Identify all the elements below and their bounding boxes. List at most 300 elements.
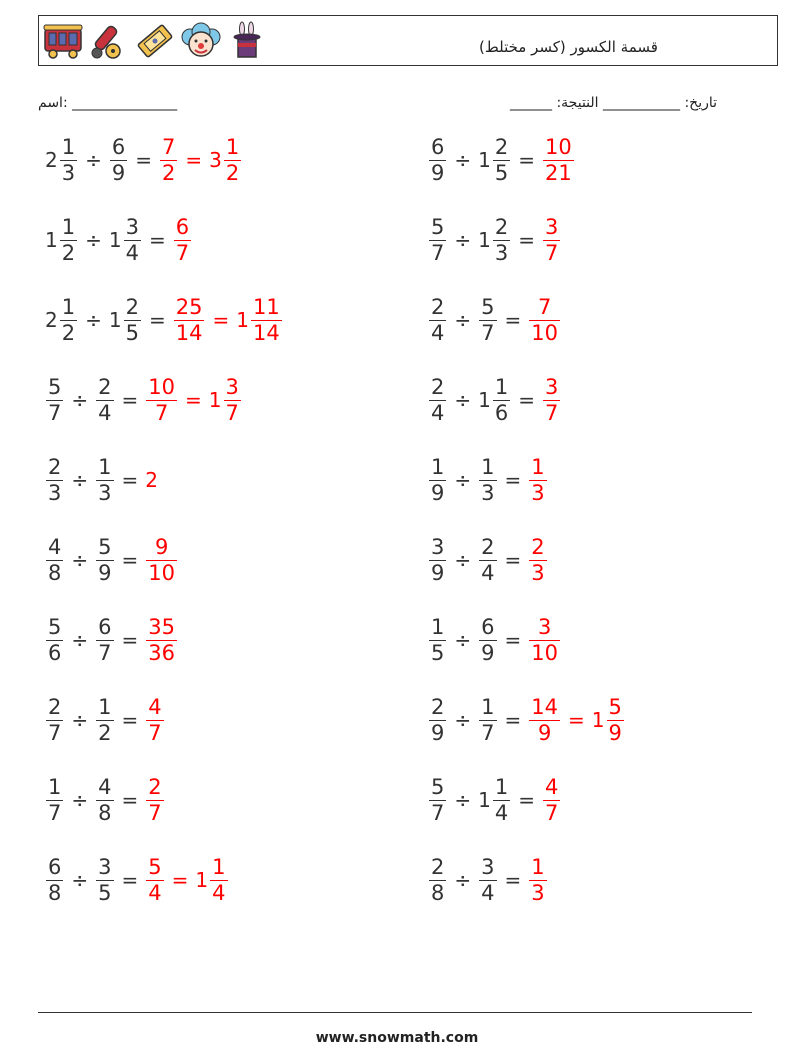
mixed-answer-fraction: [224, 134, 241, 185]
answer-denominator: 10: [531, 320, 559, 345]
problem-item: [428, 450, 548, 510]
answer-fraction: [543, 774, 560, 825]
mixed-answer-fraction: [251, 294, 282, 345]
divisor-fraction: [124, 214, 141, 265]
divide-sign: ÷: [454, 148, 472, 172]
dividend-numerator: 4: [48, 534, 62, 559]
problem-item: [45, 770, 165, 830]
answer: [145, 534, 178, 585]
divisor-numerator: 1: [481, 694, 495, 719]
mixed-answer-numerator: 5: [608, 694, 622, 719]
answer-denominator: 9: [537, 720, 552, 745]
dividend-fraction: [46, 614, 63, 665]
divisor-numerator: 2: [494, 134, 509, 159]
problem-item: [45, 850, 229, 910]
divisor-denominator: 6: [494, 400, 509, 425]
divide-sign: ÷: [454, 548, 472, 572]
answer-numerator: 6: [175, 214, 190, 239]
clown-icon: [181, 21, 221, 61]
problem-item: [428, 770, 561, 830]
mixed-answer-denominator: 4: [212, 880, 226, 905]
dividend-fraction: [429, 854, 446, 905]
divide-sign: ÷: [454, 468, 472, 492]
divisor-whole: 1: [108, 228, 122, 252]
answer-fraction: [146, 774, 163, 825]
divisor-fraction: [479, 534, 496, 585]
equals-sign: =: [518, 148, 536, 172]
equals-sign: =: [504, 628, 522, 652]
dividend-numerator: 6: [431, 134, 445, 159]
divisor-numerator: 2: [125, 294, 139, 319]
problem-item: [428, 690, 625, 750]
dividend-fraction: [429, 694, 446, 745]
answer-numerator: 2: [531, 534, 545, 559]
answer: [145, 468, 159, 492]
answer-denominator: 21: [545, 160, 572, 185]
cannon-icon: [89, 21, 129, 61]
equals-sign: =: [148, 228, 166, 252]
problem-item: [428, 290, 561, 350]
mixed-answer-whole: 1: [208, 388, 222, 412]
answer: [145, 374, 242, 425]
answer: [528, 534, 547, 585]
answer: [159, 134, 242, 185]
divisor-numerator: 5: [481, 294, 495, 319]
equals-sign: =: [148, 308, 166, 332]
dividend-numerator: 1: [61, 134, 76, 159]
divisor-denominator: 5: [494, 160, 509, 185]
problem-item: [428, 130, 575, 190]
answer-whole: 2: [145, 468, 159, 492]
answer-fraction: [146, 694, 163, 745]
answer-numerator: 14: [531, 694, 559, 719]
answer-numerator: 3: [545, 214, 559, 239]
divisor-denominator: 3: [494, 240, 509, 265]
answer-fraction: [529, 534, 546, 585]
divisor-numerator: 6: [481, 614, 495, 639]
dividend-fraction: [60, 214, 77, 265]
dividend-denominator: 7: [48, 800, 62, 825]
footer-divider: [38, 1012, 752, 1013]
answer-denominator: 10: [148, 560, 176, 585]
equals-sign: =: [504, 708, 522, 732]
dividend-numerator: 2: [431, 374, 445, 399]
divisor-fraction: [96, 854, 113, 905]
dividend-numerator: 1: [48, 774, 62, 799]
divisor-whole: 1: [478, 228, 491, 252]
divisor-whole: 1: [478, 788, 491, 812]
answer-equals-sign: =: [171, 868, 189, 892]
answer-fraction: [529, 854, 546, 905]
dividend-fraction: [429, 134, 446, 185]
divisor-fraction: [493, 214, 510, 265]
answer-numerator: 2: [148, 774, 162, 799]
answer-fraction: [529, 454, 546, 505]
answer-denominator: 7: [175, 240, 190, 265]
dividend-numerator: 1: [431, 614, 445, 639]
dividend-denominator: 4: [431, 320, 445, 345]
name-field-label: اسم: _______________: [38, 95, 178, 111]
answer-numerator: 5: [148, 854, 162, 879]
divisor-fraction: [493, 774, 510, 825]
dividend-denominator: 8: [431, 880, 445, 905]
divisor-fraction: [479, 694, 496, 745]
dividend-fraction: [60, 134, 77, 185]
dividend-denominator: 7: [48, 400, 62, 425]
dividend-denominator: 3: [48, 480, 62, 505]
dividend-numerator: 2: [48, 694, 62, 719]
divisor-fraction: [124, 294, 141, 345]
magic-hat-icon: [227, 21, 267, 61]
footer-url: www.snowmath.com: [315, 1030, 479, 1046]
divisor-fraction: [479, 614, 496, 665]
problem-item: [45, 210, 192, 270]
answer-equals-sign: =: [185, 388, 202, 412]
answer: [145, 694, 164, 745]
answer-fraction: [529, 614, 560, 665]
dividend-fraction: [46, 774, 63, 825]
dividend-numerator: 5: [48, 614, 62, 639]
divisor-denominator: 9: [111, 160, 126, 185]
divisor-whole: 1: [478, 148, 491, 172]
problem-item: [428, 850, 548, 910]
equals-sign: =: [121, 628, 139, 652]
date-score-label: ______ :تاريخ: ___________ النتيجة: [510, 95, 718, 111]
dividend-fraction: [46, 534, 63, 585]
mixed-answer-denominator: 14: [252, 320, 280, 345]
dividend-numerator: 2: [48, 454, 62, 479]
ticket-icon: [135, 21, 175, 61]
mixed-answer-whole: 3: [209, 148, 222, 172]
dividend-numerator: 2: [431, 694, 445, 719]
divisor-whole: 1: [108, 308, 122, 332]
problem-item: [45, 690, 165, 750]
answer: [145, 854, 228, 905]
dividend-numerator: 2: [431, 294, 445, 319]
answer-fraction: [174, 214, 191, 265]
answer-fraction: [543, 214, 560, 265]
dividend-whole: 1: [45, 228, 58, 252]
answer-fraction: [146, 614, 177, 665]
divisor-fraction: [479, 854, 496, 905]
divisor-numerator: 1: [494, 374, 509, 399]
answer-fraction: [529, 694, 560, 745]
dividend-fraction: [429, 374, 446, 425]
answer: [173, 294, 283, 345]
dividend-numerator: 6: [48, 854, 62, 879]
mixed-answer-numerator: 11: [252, 294, 280, 319]
divide-sign: ÷: [71, 868, 89, 892]
divide-sign: ÷: [454, 308, 472, 332]
dividend-denominator: 9: [431, 160, 445, 185]
answer: [528, 294, 561, 345]
dividend-denominator: 8: [48, 560, 62, 585]
answer: [542, 134, 575, 185]
answer-denominator: 3: [531, 480, 545, 505]
equals-sign: =: [504, 548, 522, 572]
problem-item: [45, 610, 178, 670]
dividend-numerator: 5: [48, 374, 62, 399]
divide-sign: ÷: [71, 548, 89, 572]
answer-fraction: [529, 294, 560, 345]
answer-numerator: 4: [545, 774, 559, 799]
divisor-numerator: 3: [481, 854, 495, 879]
dividend-denominator: 7: [431, 800, 445, 825]
answer-fraction: [543, 134, 574, 185]
answer-fraction: [146, 374, 177, 425]
problem-item: [428, 530, 548, 590]
dividend-denominator: 2: [61, 240, 76, 265]
dividend-fraction: [46, 454, 63, 505]
answer-numerator: 1: [531, 854, 545, 879]
answer-numerator: 4: [148, 694, 162, 719]
answer-denominator: 3: [531, 560, 545, 585]
mixed-answer-denominator: 2: [225, 160, 240, 185]
answer-denominator: 14: [175, 320, 203, 345]
equals-sign: =: [135, 148, 153, 172]
answer: [542, 774, 561, 825]
divisor-numerator: 6: [111, 134, 126, 159]
dividend-fraction: [60, 294, 77, 345]
answer-numerator: 9: [154, 534, 169, 559]
answer-equals-sign: =: [185, 148, 203, 172]
divisor-fraction: [96, 534, 113, 585]
answer: [528, 694, 625, 745]
divisor-numerator: 1: [481, 454, 495, 479]
answer-denominator: 3: [531, 880, 545, 905]
equals-sign: =: [504, 868, 522, 892]
answer-fraction: [146, 534, 177, 585]
dividend-fraction: [429, 614, 446, 665]
mixed-answer-numerator: 1: [225, 134, 240, 159]
divide-sign: ÷: [71, 468, 89, 492]
equals-sign: =: [518, 388, 536, 412]
answer-fraction: [174, 294, 205, 345]
answer: [528, 614, 561, 665]
divisor-numerator: 1: [494, 774, 509, 799]
dividend-denominator: 3: [61, 160, 76, 185]
dividend-denominator: 9: [431, 560, 445, 585]
dividend-denominator: 7: [431, 240, 445, 265]
divide-sign: ÷: [454, 788, 472, 812]
mixed-answer-numerator: 1: [212, 854, 226, 879]
dividend-denominator: 5: [431, 640, 445, 665]
dividend-whole: 2: [45, 308, 58, 332]
dividend-fraction: [429, 774, 446, 825]
dividend-denominator: 9: [431, 480, 445, 505]
answer-denominator: 7: [545, 240, 559, 265]
divisor-numerator: 3: [98, 854, 112, 879]
answer-fraction: [146, 854, 163, 905]
answer: [542, 374, 561, 425]
dividend-whole: 2: [45, 148, 58, 172]
mixed-answer-fraction: [224, 374, 241, 425]
divisor-fraction: [493, 134, 510, 185]
divisor-numerator: 3: [125, 214, 139, 239]
mixed-answer-numerator: 3: [225, 374, 239, 399]
divide-sign: ÷: [454, 708, 472, 732]
equals-sign: =: [504, 308, 522, 332]
divisor-denominator: 3: [481, 480, 495, 505]
problem-item: [428, 210, 561, 270]
problem-item: [45, 370, 242, 430]
equals-sign: =: [518, 228, 536, 252]
dividend-denominator: 8: [48, 880, 62, 905]
answer-equals-sign: =: [568, 708, 585, 732]
equals-sign: =: [121, 548, 139, 572]
dividend-denominator: 2: [61, 320, 76, 345]
divisor-denominator: 4: [481, 560, 495, 585]
divisor-fraction: [493, 374, 510, 425]
answer-denominator: 7: [545, 400, 559, 425]
problem-item: [428, 370, 561, 430]
divisor-numerator: 2: [481, 534, 495, 559]
problem-item: [45, 130, 242, 190]
divisor-denominator: 4: [98, 400, 112, 425]
divisor-denominator: 7: [98, 640, 112, 665]
header-icons: [43, 21, 267, 61]
divisor-denominator: 8: [98, 800, 112, 825]
problem-item: [45, 530, 178, 590]
answer-denominator: 36: [148, 640, 176, 665]
dividend-denominator: 9: [431, 720, 445, 745]
problem-item: [45, 450, 159, 510]
divisor-denominator: 9: [98, 560, 112, 585]
divide-sign: ÷: [71, 628, 89, 652]
divisor-numerator: 1: [98, 454, 112, 479]
dividend-fraction: [429, 454, 446, 505]
dividend-fraction: [46, 374, 63, 425]
divisor-fraction: [96, 614, 113, 665]
divisor-numerator: 6: [98, 614, 112, 639]
dividend-numerator: 1: [61, 214, 76, 239]
equals-sign: =: [504, 468, 522, 492]
dividend-denominator: 7: [48, 720, 62, 745]
answer: [145, 614, 178, 665]
divide-sign: ÷: [454, 228, 472, 252]
problem-item: [45, 290, 283, 350]
answer: [528, 454, 547, 505]
worksheet-title: (قسمة الكسور (كسر مختلط: [479, 38, 658, 56]
divide-sign: ÷: [85, 228, 102, 252]
answer-numerator: 7: [162, 134, 176, 159]
answer-numerator: 1: [531, 454, 545, 479]
mixed-answer-denominator: 7: [225, 400, 239, 425]
divide-sign: ÷: [71, 708, 89, 732]
dividend-fraction: [429, 294, 446, 345]
answer-numerator: 3: [545, 374, 559, 399]
divisor-denominator: 3: [98, 480, 112, 505]
dividend-numerator: 5: [431, 214, 445, 239]
answer-denominator: 7: [545, 800, 559, 825]
answer-denominator: 7: [148, 800, 162, 825]
divide-sign: ÷: [454, 628, 472, 652]
dividend-denominator: 6: [48, 640, 62, 665]
divisor-denominator: 4: [481, 880, 495, 905]
divisor-numerator: 2: [98, 374, 112, 399]
answer-denominator: 10: [531, 640, 559, 665]
answer-denominator: 2: [162, 160, 176, 185]
equals-sign: =: [121, 468, 139, 492]
answer: [173, 214, 192, 265]
divisor-denominator: 4: [494, 800, 509, 825]
dividend-numerator: 2: [431, 854, 445, 879]
divisor-numerator: 5: [98, 534, 112, 559]
answer: [542, 214, 561, 265]
divisor-fraction: [96, 374, 113, 425]
divide-sign: ÷: [85, 148, 102, 172]
divide-sign: ÷: [454, 388, 472, 412]
dividend-numerator: 1: [61, 294, 76, 319]
equals-sign: =: [121, 708, 139, 732]
divisor-fraction: [96, 774, 113, 825]
answer: [528, 854, 547, 905]
problem-item: [428, 610, 561, 670]
divisor-denominator: 7: [481, 720, 495, 745]
divide-sign: ÷: [71, 388, 89, 412]
mixed-answer-whole: 1: [236, 308, 249, 332]
answer-fraction: [543, 374, 560, 425]
dividend-numerator: 3: [431, 534, 445, 559]
divisor-denominator: 9: [481, 640, 495, 665]
answer-equals-sign: =: [212, 308, 230, 332]
divisor-numerator: 4: [98, 774, 112, 799]
divide-sign: ÷: [71, 788, 89, 812]
answer-numerator: 7: [537, 294, 552, 319]
mixed-answer-fraction: [210, 854, 227, 905]
dividend-denominator: 4: [431, 400, 445, 425]
divisor-numerator: 2: [494, 214, 509, 239]
divisor-denominator: 5: [125, 320, 139, 345]
dividend-fraction: [429, 214, 446, 265]
divisor-fraction: [479, 294, 496, 345]
divisor-fraction: [110, 134, 127, 185]
divisor-fraction: [96, 694, 113, 745]
worksheet-header: [38, 15, 778, 66]
dividend-fraction: [429, 534, 446, 585]
divisor-denominator: 7: [481, 320, 495, 345]
equals-sign: =: [121, 788, 139, 812]
divisor-denominator: 4: [125, 240, 139, 265]
answer-denominator: 7: [148, 720, 162, 745]
equals-sign: =: [518, 788, 536, 812]
answer-numerator: 35: [148, 614, 176, 639]
divisor-fraction: [96, 454, 113, 505]
dividend-numerator: 1: [431, 454, 445, 479]
divisor-fraction: [479, 454, 496, 505]
answer: [145, 774, 164, 825]
mixed-answer-denominator: 9: [608, 720, 622, 745]
mixed-answer-whole: 1: [591, 708, 605, 732]
answer-denominator: 4: [148, 880, 162, 905]
answer-fraction: [160, 134, 177, 185]
dividend-numerator: 5: [431, 774, 445, 799]
equals-sign: =: [121, 388, 139, 412]
divisor-whole: 1: [478, 388, 491, 412]
divisor-denominator: 5: [98, 880, 112, 905]
dividend-fraction: [46, 694, 63, 745]
divide-sign: ÷: [85, 308, 102, 332]
answer-numerator: 25: [175, 294, 203, 319]
answer-numerator: 10: [148, 374, 176, 399]
divisor-numerator: 1: [98, 694, 112, 719]
mixed-answer-whole: 1: [195, 868, 209, 892]
dividend-fraction: [46, 854, 63, 905]
answer-numerator: 3: [537, 614, 552, 639]
answer-denominator: 7: [154, 400, 169, 425]
circus-wagon-icon: [43, 21, 83, 61]
answer-numerator: 10: [545, 134, 572, 159]
